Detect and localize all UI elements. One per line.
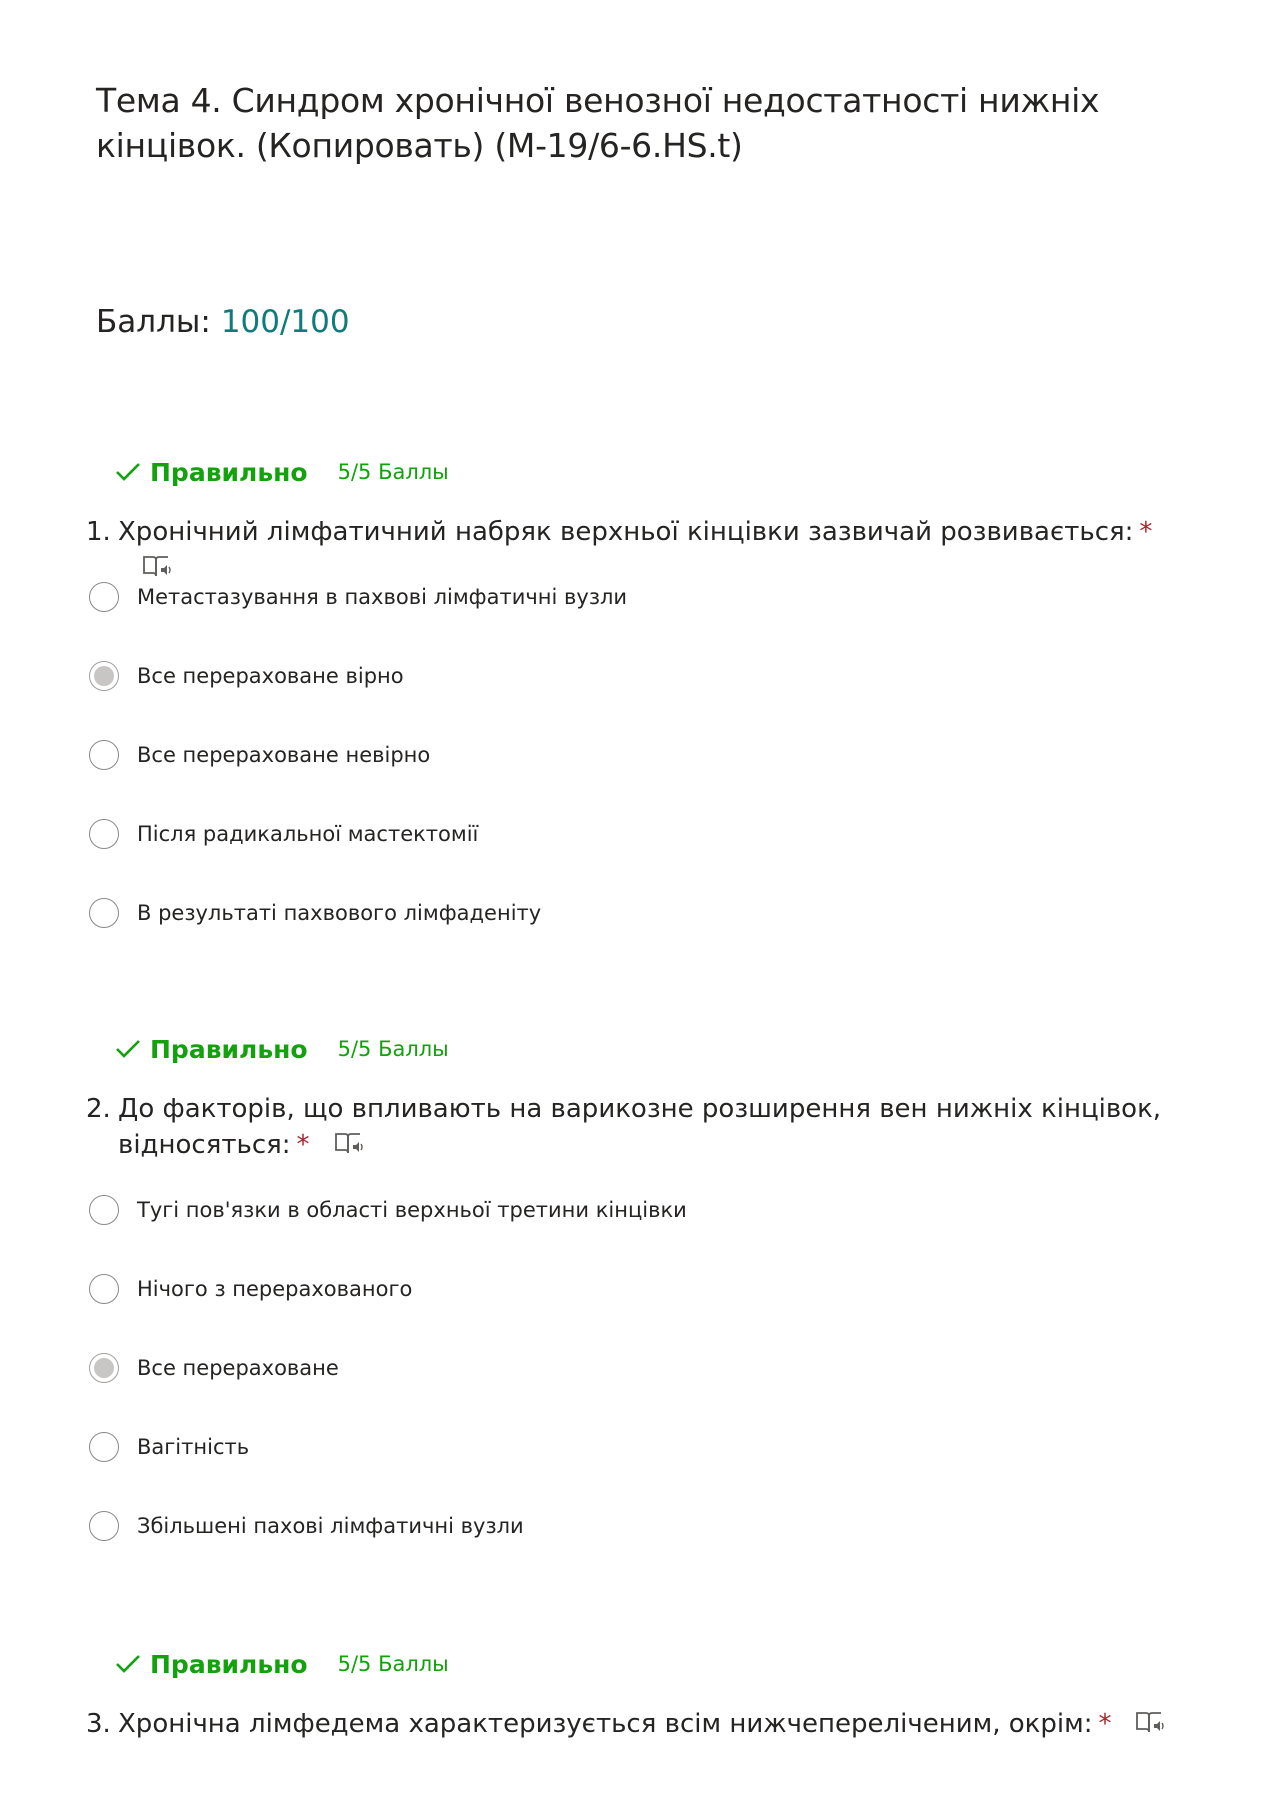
status-text: Правильно (150, 1034, 308, 1064)
status-text: Правильно (150, 457, 308, 487)
required-mark: * (1098, 1709, 1112, 1739)
question-text (86, 1091, 1186, 1163)
score-label: Баллы: (96, 304, 211, 340)
option-label: Вагітність (137, 1435, 250, 1459)
question-status (114, 1647, 449, 1681)
option-label: Після радикальної мастектомії (137, 822, 479, 846)
option-label: Все перераховане (137, 1356, 339, 1380)
question-status (114, 455, 449, 489)
check-icon (114, 1037, 142, 1061)
points-text: 5/5 Баллы (337, 1652, 449, 1676)
option-label: В результаті пахвового лімфаденіту (137, 901, 542, 925)
check-icon (114, 1652, 142, 1676)
radio-button[interactable] (89, 1274, 119, 1304)
points-text: 5/5 Баллы (337, 1037, 449, 1061)
question-text (86, 514, 1186, 586)
option-label: Збільшені пахові лімфатичні вузли (137, 1514, 524, 1538)
required-mark: * (1139, 517, 1153, 547)
form-title: Тема 4. Синдром хронічної венозної недостатності нижніх кінцівок. (Копировать) (М-19/6-6.HS.t) (96, 81, 1100, 165)
question-body: Хронічний лімфатичний набряк верхньої кінцівки зазвичай розвивається: (118, 517, 1134, 547)
option-label: Все перераховане невірно (137, 743, 431, 767)
immersive-reader-icon[interactable] (1135, 1710, 1165, 1736)
score-value: 100/100 (220, 304, 350, 340)
answer-option[interactable] (89, 658, 404, 694)
radio-button[interactable] (89, 819, 119, 849)
option-label: Метастазування в пахвові лімфатичні вузли (137, 585, 628, 609)
radio-button-selected[interactable] (89, 661, 119, 691)
radio-button[interactable] (89, 1432, 119, 1462)
question-body: До факторів, що впливають на варикозне розширення вен нижніх кінцівок, відносяться: (118, 1094, 1162, 1160)
option-label: Тугі пов'язки в області верхньої третини кінцівки (137, 1198, 687, 1222)
question-body: Хронічна лімфедема характеризується всім нижчепереліченим, окрім: (118, 1709, 1093, 1739)
answer-option[interactable] (89, 895, 541, 931)
radio-button[interactable] (89, 1195, 119, 1225)
answer-option[interactable] (89, 816, 478, 852)
radio-button[interactable] (89, 1511, 119, 1541)
required-mark: * (296, 1130, 310, 1160)
score-summary (96, 302, 350, 342)
option-label: Нічого з перерахованого (137, 1277, 413, 1301)
answer-option[interactable] (89, 579, 627, 615)
answer-option[interactable] (89, 1508, 524, 1544)
radio-button[interactable] (89, 582, 119, 612)
question-number: 1. (86, 517, 111, 547)
radio-button[interactable] (89, 740, 119, 770)
answer-option[interactable] (89, 1429, 249, 1465)
immersive-reader-icon[interactable] (334, 1131, 364, 1157)
question-text (86, 1706, 1186, 1742)
radio-button[interactable] (89, 898, 119, 928)
check-icon (114, 460, 142, 484)
status-text: Правильно (150, 1649, 308, 1679)
answer-option[interactable] (89, 1350, 339, 1386)
question-number: 2. (86, 1094, 111, 1124)
answer-option[interactable] (89, 1271, 412, 1307)
radio-button-selected[interactable] (89, 1353, 119, 1383)
question-status (114, 1032, 449, 1066)
answer-option[interactable] (89, 737, 430, 773)
points-text: 5/5 Баллы (337, 460, 449, 484)
immersive-reader-icon[interactable] (142, 554, 172, 580)
answer-option[interactable] (89, 1192, 687, 1228)
question-number: 3. (86, 1709, 111, 1739)
option-label: Все перераховане вірно (137, 664, 404, 688)
